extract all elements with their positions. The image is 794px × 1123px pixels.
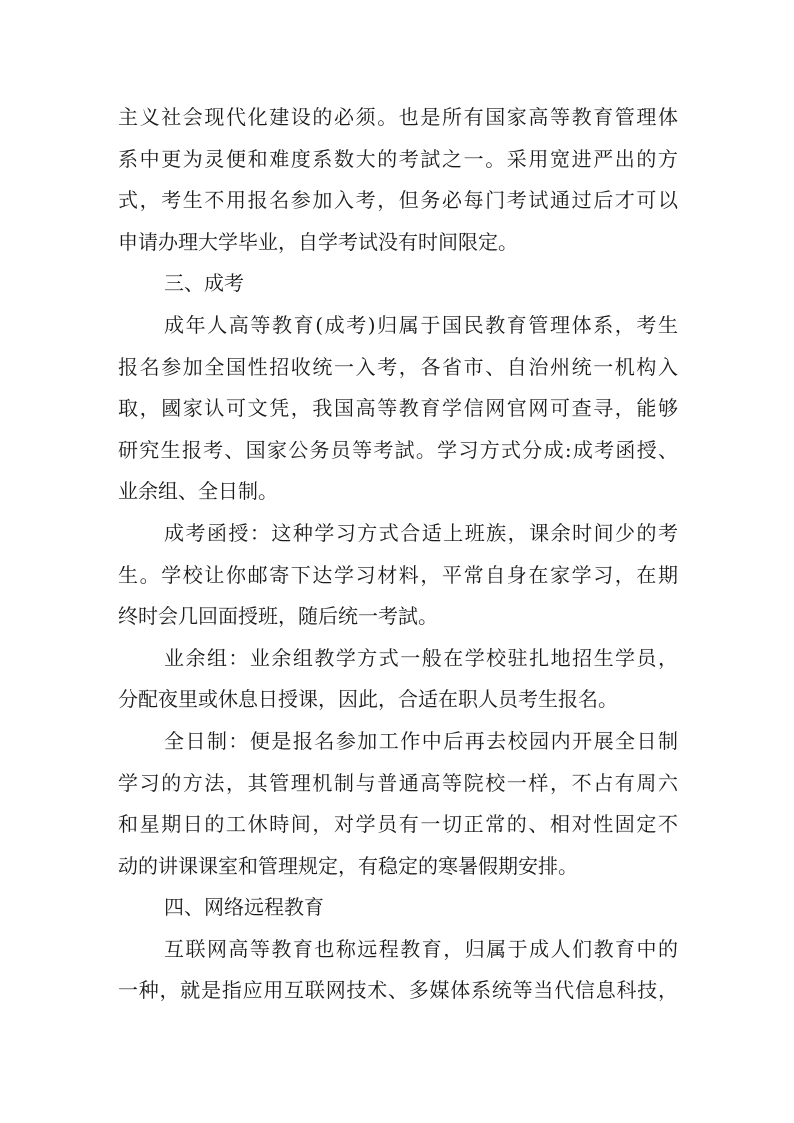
paragraph-line: 取，國家认可文凭，我国高等教育学信网官网可查寻，能够	[118, 396, 678, 421]
paragraph-line: 学习的方法，其管理机制与普通高等院校一样，不占有周六	[118, 770, 678, 795]
paragraph-line: 业余组：业余组教学方式一般在学校驻扎地招生学员，	[164, 645, 678, 670]
paragraph-line: 成考函授：这种学习方式合适上班族，课余时间少的考	[164, 520, 678, 545]
paragraph-line: 主义社会现代化建设的必须。也是所有国家高等教育管理体	[118, 105, 678, 129]
paragraph-line: 系中更为灵便和难度系数大的考試之一。采用宽进严出的方	[118, 146, 678, 171]
paragraph-line: 动的讲课课室和管理规定，有稳定的寒暑假期安排。	[118, 853, 578, 878]
paragraph-line: 全日制：便是报名参加工作中后再去校园内开展全日制	[164, 728, 678, 753]
paragraph-line: 式，考生不用报名参加入考，但务必每门考试通过后才可以	[118, 188, 678, 213]
paragraph-line: 分配夜里或休息日授课，因此，合适在职人员考生报名。	[118, 687, 618, 712]
paragraph-line: 终时会几回面授班，随后统一考試。	[118, 604, 438, 629]
section-heading: 四、网络远程教育	[164, 895, 324, 920]
paragraph-line: 申请办理大学毕业，自学考试没有时间限定。	[118, 229, 518, 254]
paragraph-line: 生。学校让你邮寄下达学习材料，平常自身在家学习，在期	[118, 562, 678, 587]
paragraph-line: 业余组、全日制。	[118, 479, 278, 504]
paragraph-line: 和星期日的工休時间，对学员有一切正常的、相对性固定不	[118, 812, 678, 837]
paragraph-line: 互联网高等教育也称远程教育，归属于成人们教育中的	[164, 936, 678, 961]
document-body	[118, 97, 678, 1012]
paragraph-line: 一种，就是指应用互联网技术、多媒体系统等当代信息科技，	[118, 978, 678, 1003]
section-heading: 三、成考	[164, 271, 244, 296]
paragraph-line: 报名参加全国性招收统一入考，各省市、自治州统一机构入	[118, 354, 678, 379]
paragraph-line: 成年人高等教育(成考)归属于国民教育管理体系，考生	[164, 312, 678, 337]
paragraph-line: 研究生报考、国家公务员等考試。学习方式分成:成考函授、	[118, 437, 678, 462]
